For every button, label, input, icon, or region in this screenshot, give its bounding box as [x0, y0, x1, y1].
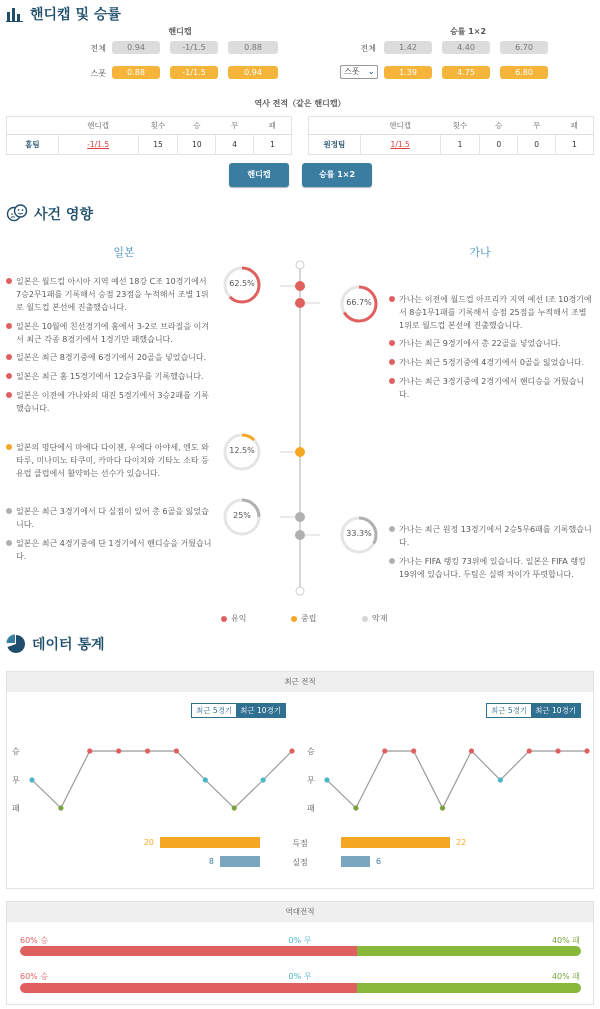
- bar-chart-icon: [6, 6, 24, 22]
- y-tick-label: 무: [307, 776, 315, 785]
- good-dot: [389, 296, 395, 302]
- form-point: [411, 748, 416, 753]
- home-win: 10: [178, 135, 216, 155]
- away-team-name: 가나: [469, 246, 491, 259]
- neutral-dot: [291, 616, 297, 622]
- winrate-special-away: 6.80: [500, 66, 548, 79]
- home-good-ring: [222, 265, 262, 305]
- row-label-special: 스폿: [90, 69, 106, 78]
- legend-good: 유익: [221, 613, 246, 624]
- away-event-2: 가나는 최근 9경기에서 총 22골을 넣었습니다.: [389, 337, 594, 350]
- away-event-4: 가나는 최근 3경기중에 2경기에서 핸디승을 거뒀습니다.: [389, 375, 594, 401]
- form-point: [29, 777, 34, 782]
- home-loss: 1: [270, 140, 275, 149]
- section-title-handicap: [6, 4, 121, 24]
- pie-chart-icon: [6, 634, 26, 654]
- form-point: [324, 777, 329, 782]
- h2h-win-segment: [20, 946, 357, 956]
- home-event-2: 일본은 10월에 친선경기에 홈에서 3-2로 브라질을 이겨서 최근 각종 8경기에서 1경기만 패했습니다.: [6, 320, 212, 346]
- odds-type-value: 스폿: [344, 67, 360, 76]
- away-handicap-link[interactable]: 1/1.5: [360, 135, 440, 155]
- away-good-ring: [339, 284, 379, 324]
- handicap-special-line: -1/1.5: [170, 66, 218, 79]
- away-goals-value: 22: [456, 838, 467, 847]
- away-range-toggle[interactable]: [486, 703, 581, 718]
- home-count: 15: [138, 135, 178, 155]
- handicap-head: 핸디캡: [168, 27, 192, 36]
- good-dot: [389, 378, 395, 384]
- handicap-special-away: 0.94: [228, 66, 278, 79]
- winrate-head: 승률 1×2: [449, 27, 487, 36]
- good-dot: [6, 278, 12, 284]
- form-point: [145, 748, 150, 753]
- away-draw: 0: [518, 135, 556, 155]
- event-timeline: [280, 258, 320, 618]
- away-goals-bar: [341, 837, 450, 848]
- away-event-6: 가나는 FIFA 랭킹 73위에 있습니다. 일본은 FIFA 랭킹 19위에 있습니다. 두팀은 실력 차이가 뚜렷합니다.: [389, 555, 594, 581]
- y-tick-label: 패: [307, 804, 315, 813]
- good-dot: [6, 354, 12, 360]
- col-handicap: 핸디캡: [58, 117, 138, 135]
- away-conceded-bar: [341, 856, 370, 867]
- h2h-win-label-1: 60% 승: [20, 936, 49, 945]
- away-event-5: 가나는 최근 원정 13경기에서 2승5무6패를 기록했습니다.: [389, 523, 594, 549]
- away-team-cell: 원정팀: [309, 135, 361, 155]
- home-conceded-bar: [220, 856, 260, 867]
- home-bad-ring: [222, 497, 262, 537]
- home-event-6: 일본의 명단에서 마에다 다이젠, 우에다 아야세, 엔도 와타루, 미나미노 타쿠미, 카마다 다이치와 기타노 소타 등 유럽 클럽에서 활약하는 선수가 있습니다.: [6, 441, 212, 480]
- col-count: 횟수: [440, 117, 480, 135]
- handicap-total-away: 0.88: [228, 41, 278, 54]
- away-count: 1: [440, 135, 480, 155]
- bad-dot: [6, 508, 12, 514]
- col-count: 횟수: [138, 117, 178, 135]
- section-title-stats: [6, 634, 105, 654]
- legend-bad: 악재: [362, 613, 387, 624]
- section-title-text: 데이터 통계: [32, 637, 105, 653]
- form-point: [353, 805, 358, 810]
- bad-dot: [389, 526, 395, 532]
- home-good-ring-label: 62.5%: [229, 279, 255, 288]
- bad-dot: [389, 558, 395, 564]
- home-handicap-link[interactable]: -1/1.5: [58, 135, 138, 155]
- winrate-total-home: 1.42: [384, 41, 432, 54]
- away-history-table: [308, 116, 594, 155]
- form-line: [32, 751, 292, 808]
- row-label-total-2: 전체: [360, 44, 376, 53]
- home-event-3: 일본은 최근 8경기중에 6경기에서 20골을 넣었습니다.: [6, 351, 212, 364]
- h2h-bar-1: [20, 946, 581, 956]
- goals-label: 득점: [292, 839, 308, 848]
- away-bad-ring: [339, 515, 379, 555]
- form-point: [382, 748, 387, 753]
- h2h-bar-2: [20, 983, 581, 993]
- odds-type-select[interactable]: [340, 65, 378, 79]
- y-tick-label: 승: [12, 747, 20, 756]
- col-draw: 무: [518, 117, 556, 135]
- good-dot: [389, 340, 395, 346]
- form-point: [174, 748, 179, 753]
- col-loss: 패: [254, 117, 292, 135]
- table-header-row: [309, 117, 594, 135]
- h2h-loss-segment: [357, 946, 581, 956]
- away-bad-ring-label: 33.3%: [346, 529, 372, 538]
- section-title-text: 사건 영향: [34, 207, 93, 223]
- good-dot: [389, 359, 395, 365]
- form-point: [58, 805, 63, 810]
- col-loss: 패: [556, 117, 594, 135]
- form-point: [261, 777, 266, 782]
- home-conceded-value: 8: [208, 857, 214, 866]
- y-tick-label: 승: [307, 747, 315, 756]
- good-dot: [6, 392, 12, 398]
- away-loss: 1: [572, 140, 577, 149]
- table-header-row: [7, 117, 292, 135]
- form-point: [498, 777, 503, 782]
- handicap-total-line: -1/1.5: [170, 41, 218, 54]
- handicap-special-home: 0.88: [112, 66, 160, 79]
- history-title: 역사 전적（같은 핸디캡）: [254, 99, 346, 108]
- home-event-4: 일본은 최근 홈 15경기에서 12승3무를 기록했습니다.: [6, 370, 212, 383]
- form-point: [556, 748, 561, 753]
- chevron-down-icon: ⌄: [367, 67, 375, 77]
- form-point: [440, 805, 445, 810]
- away-toggle-10[interactable]: 최근 10경기: [531, 704, 580, 717]
- away-toggle-5[interactable]: 최근 5경기: [487, 704, 531, 717]
- away-form-chart: [303, 742, 593, 818]
- h2h-draw-label-1: 0% 무: [288, 936, 312, 945]
- form-point: [469, 748, 474, 753]
- home-toggle-5[interactable]: 최근 5경기: [192, 704, 236, 717]
- home-event-7: 일본은 최근 3경기에서 다 실점이 있어 총 6골을 잃었습니다.: [6, 505, 212, 531]
- h2h-win-label-2: 60% 승: [20, 972, 49, 981]
- away-good-ring-label: 66.7%: [346, 298, 372, 307]
- good-dot: [6, 373, 12, 379]
- home-form-chart: [8, 742, 298, 818]
- row-label-total: 전체: [90, 44, 106, 53]
- home-goals-bar: [160, 837, 260, 848]
- neutral-dot: [6, 444, 12, 450]
- winrate-button[interactable]: 승률 1×2: [302, 163, 372, 187]
- h2h-loss-label-1: 40% 패: [551, 936, 580, 945]
- winrate-total-away: 6.70: [500, 41, 548, 54]
- form-point: [87, 748, 92, 753]
- section-title-events: [6, 203, 93, 225]
- col-draw: 무: [216, 117, 254, 135]
- h2h-loss-segment: [357, 983, 581, 993]
- home-event-5: 일본은 이전에 가나와의 대진 5경기에서 3승2패를 기록했습니다.: [6, 389, 212, 415]
- legend-neutral: 중립: [291, 613, 316, 624]
- form-point: [203, 777, 208, 782]
- home-history-table: [6, 116, 292, 155]
- away-conceded-value: 6: [376, 857, 382, 866]
- good-dot: [6, 323, 12, 329]
- table-row: [7, 135, 292, 155]
- winrate-special-draw: 4.75: [442, 66, 490, 79]
- home-event-8: 일본은 최근 4경기중에 단 1경기에서 핸디승을 거뒀습니다.: [6, 537, 212, 563]
- form-point: [232, 805, 237, 810]
- away-event-3: 가나는 최근 5경기중에 4경기에서 0골을 잃었습니다.: [389, 356, 594, 369]
- conceded-label: 실점: [292, 858, 308, 867]
- h2h-draw-label-2: 0% 무: [288, 972, 312, 981]
- section-title-text: 핸디캡 및 승률: [30, 7, 121, 23]
- home-toggle-10[interactable]: 최근 10경기: [236, 704, 285, 717]
- table-row: [309, 135, 594, 155]
- faces-icon: [6, 203, 28, 225]
- h2h-head: 역대전적: [7, 902, 593, 922]
- home-neutral-ring-label: 12.5%: [229, 446, 255, 455]
- home-team-name: 일본: [113, 246, 135, 259]
- winrate-special-home: 1.39: [384, 66, 432, 79]
- home-bad-ring-label: 25%: [233, 511, 251, 520]
- away-win: 0: [480, 135, 518, 155]
- home-event-1: 일본은 월드컵 아시아 지역 예선 18강 C조 10경기에서 7승2무1패를 기록해서 승점 23점을 누적해서 조별 1위로 월드컵 본선에 진출했습니다.: [6, 275, 212, 314]
- home-range-toggle[interactable]: [191, 703, 286, 718]
- handicap-button[interactable]: 핸디캡: [229, 163, 289, 187]
- h2h-loss-label-2: 40% 패: [551, 972, 580, 981]
- home-neutral-ring: [222, 432, 262, 472]
- winrate-total-draw: 4.40: [442, 41, 490, 54]
- handicap-total-home: 0.94: [112, 41, 160, 54]
- form-line: [327, 751, 587, 808]
- home-team-cell: 홈팀: [7, 135, 59, 155]
- y-tick-label: 무: [12, 776, 20, 785]
- form-point: [527, 748, 532, 753]
- form-point: [584, 748, 589, 753]
- home-draw: 4: [216, 135, 254, 155]
- form-point: [289, 748, 294, 753]
- away-event-1: 가나는 이전에 월드컵 아프리카 지역 예선 I조 10경기에서 8승1무1패를 기록해서 승점 25점을 누적해서 조별 1위로 월드컵 본선에 진출했습니다.: [389, 293, 594, 332]
- recent-form-head: 최근 전적: [7, 672, 593, 692]
- col-win: 승: [178, 117, 216, 135]
- bad-dot: [6, 540, 12, 546]
- home-goals-value: 20: [143, 838, 154, 847]
- y-tick-label: 패: [12, 804, 20, 813]
- col-win: 승: [480, 117, 518, 135]
- h2h-win-segment: [20, 983, 357, 993]
- good-dot: [221, 616, 227, 622]
- col-handicap: 핸디캡: [360, 117, 440, 135]
- bad-dot: [362, 616, 368, 622]
- form-point: [116, 748, 121, 753]
